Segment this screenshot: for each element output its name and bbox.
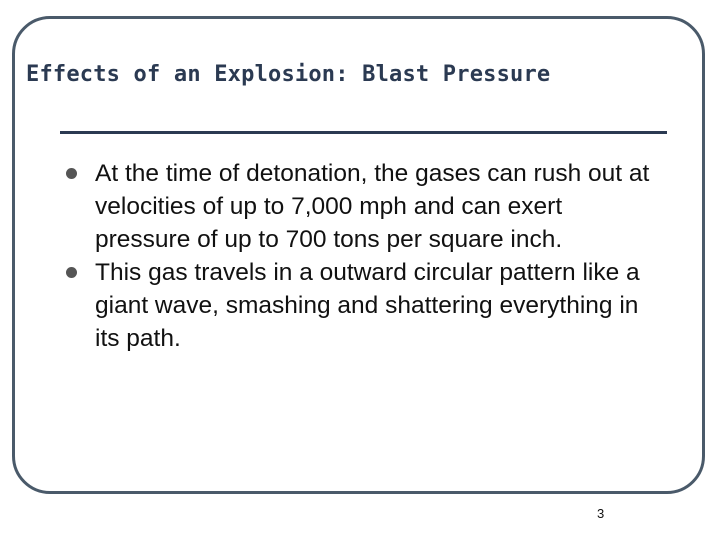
title-underline: [60, 131, 667, 134]
bullet-item: [62, 256, 662, 355]
bullet-list: [62, 157, 662, 355]
bullet-dot-icon: [66, 168, 77, 179]
slide-title: Effects of an Explosion: Blast Pressure: [26, 62, 551, 87]
page-number: 3: [597, 506, 605, 521]
bullet-text: This gas travels in a outward circular pattern like a giant wave, smashing and shattering everything in its path.: [95, 259, 640, 352]
bullet-dot-icon: [66, 267, 77, 278]
bullet-text: At the time of detonation, the gases can rush out at velocities of up to 7,000 mph and can exert pressure of up to 700 tons per square inch.: [95, 160, 650, 253]
bullet-item: [62, 157, 662, 256]
